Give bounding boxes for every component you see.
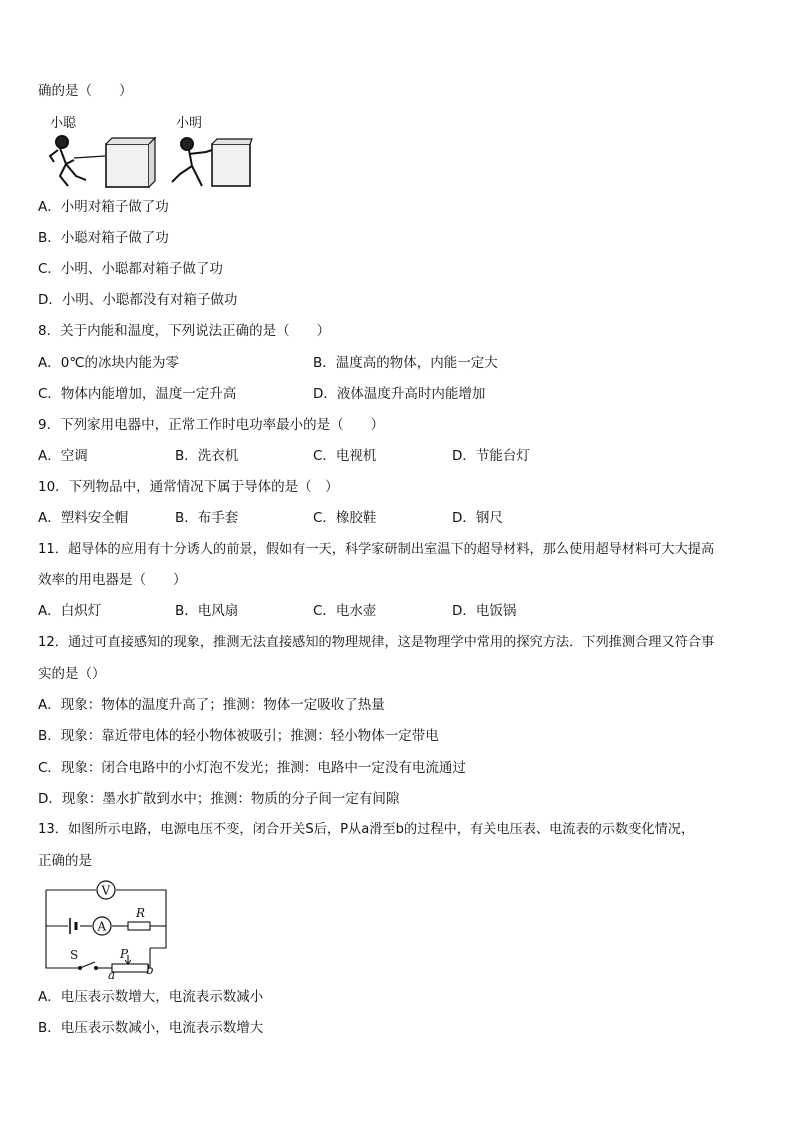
q7-option-c: C．小明、小聪都对箱子做了功 bbox=[38, 261, 223, 277]
end-a-label: a bbox=[108, 968, 116, 980]
q12-stem-line1: 12．通过可直接感知的现象，推测无法直接感知的物理规律，这是物理学中常用的探究方法．下列推测合理又符合事 bbox=[38, 635, 715, 650]
q7-option-b: B．小聪对箱子做了功 bbox=[38, 230, 169, 246]
q11-stem-line2: 效率的用电器是（ ） bbox=[38, 572, 187, 588]
q10-option-a: A．塑料安全帽 bbox=[38, 510, 129, 526]
person-pushing-icon bbox=[172, 138, 212, 186]
q13-option-b: B．电压表示数减小，电流表示数增大 bbox=[38, 1020, 264, 1036]
q7-label-right: 小明 bbox=[176, 116, 203, 131]
battery-icon bbox=[70, 918, 76, 934]
q7-option-d: D．小明、小聪都没有对箱子做功 bbox=[38, 292, 238, 308]
box-right bbox=[212, 144, 250, 186]
q10-stem: 10．下列物品中，通常情况下属于导体的是（ ） bbox=[38, 479, 339, 495]
q11-option-d: D．电饭锅 bbox=[452, 603, 517, 619]
q8-option-d: D．液体温度升高时内能增加 bbox=[313, 386, 486, 402]
q12-option-d: D．现象：墨水扩散到水中；推测：物质的分子间一定有间隙 bbox=[38, 791, 400, 807]
q11-option-a: A．白炽灯 bbox=[38, 603, 102, 619]
q13-stem-line1: 13．如图所示电路，电源电压不变，闭合开关S后，P从a滑至b的过程中，有关电压表、电流表的示数变化情况， bbox=[38, 822, 695, 837]
q11-option-b: B．电风扇 bbox=[175, 603, 239, 619]
q9-option-d: D．节能台灯 bbox=[452, 448, 530, 464]
q10-option-c: C．橡胶鞋 bbox=[313, 510, 377, 526]
q12-stem-line2: 实的是（） bbox=[38, 666, 106, 682]
q7-option-a: A．小明对箱子做了功 bbox=[38, 199, 169, 215]
q8-stem: 8．关于内能和温度，下列说法正确的是（ ） bbox=[38, 323, 331, 339]
q8-option-c: C．物体内能增加，温度一定升高 bbox=[38, 386, 237, 402]
end-b-label: b bbox=[146, 963, 154, 977]
q13-circuit-diagram bbox=[40, 878, 175, 980]
q12-option-a: A．现象：物体的温度升高了；推测：物体一定吸收了热量 bbox=[38, 697, 385, 713]
q8-option-a: A．0℃的冰块内能为零 bbox=[38, 355, 179, 371]
q13-option-a: A．电压表示数增大，电流表示数减小 bbox=[38, 989, 264, 1005]
q9-option-a: A．空调 bbox=[38, 448, 88, 464]
q7-figure bbox=[40, 112, 255, 192]
q7-stem-tail: 确的是（ ） bbox=[38, 83, 133, 99]
q9-option-c: C．电视机 bbox=[313, 448, 377, 464]
voltmeter-label: V bbox=[101, 883, 111, 898]
q12-option-b: B．现象：靠近带电体的轻小物体被吸引；推测：轻小物体一定带电 bbox=[38, 728, 439, 744]
rheostat-icon bbox=[112, 964, 148, 972]
q11-option-c: C．电水壶 bbox=[313, 603, 377, 619]
q10-option-d: D．钢尺 bbox=[452, 510, 503, 526]
ammeter-label: A bbox=[97, 919, 107, 934]
slider-label: P bbox=[120, 947, 129, 961]
q11-stem-line1: 11．超导体的应用有十分诱人的前景，假如有一天，科学家研制出室温下的超导材料，那么使用超导材料可大大提高 bbox=[38, 542, 715, 557]
resistor-icon bbox=[128, 922, 150, 930]
switch-icon bbox=[79, 962, 98, 970]
q10-option-b: B．布手套 bbox=[175, 510, 239, 526]
box-left bbox=[106, 144, 149, 187]
resistor-label: R bbox=[136, 906, 146, 920]
person-pulling-icon bbox=[50, 136, 105, 186]
q8-option-b: B．温度高的物体，内能一定大 bbox=[313, 355, 498, 371]
switch-label: S bbox=[70, 948, 79, 962]
q7-label-left: 小聪 bbox=[50, 116, 77, 131]
q9-stem: 9．下列家用电器中，正常工作时电功率最小的是（ ） bbox=[38, 417, 385, 433]
q12-option-c: C．现象：闭合电路中的小灯泡不发光；推测：电路中一定没有电流通过 bbox=[38, 760, 466, 776]
q13-stem-line2: 正确的是 bbox=[38, 853, 92, 869]
q9-option-b: B．洗衣机 bbox=[175, 448, 239, 464]
